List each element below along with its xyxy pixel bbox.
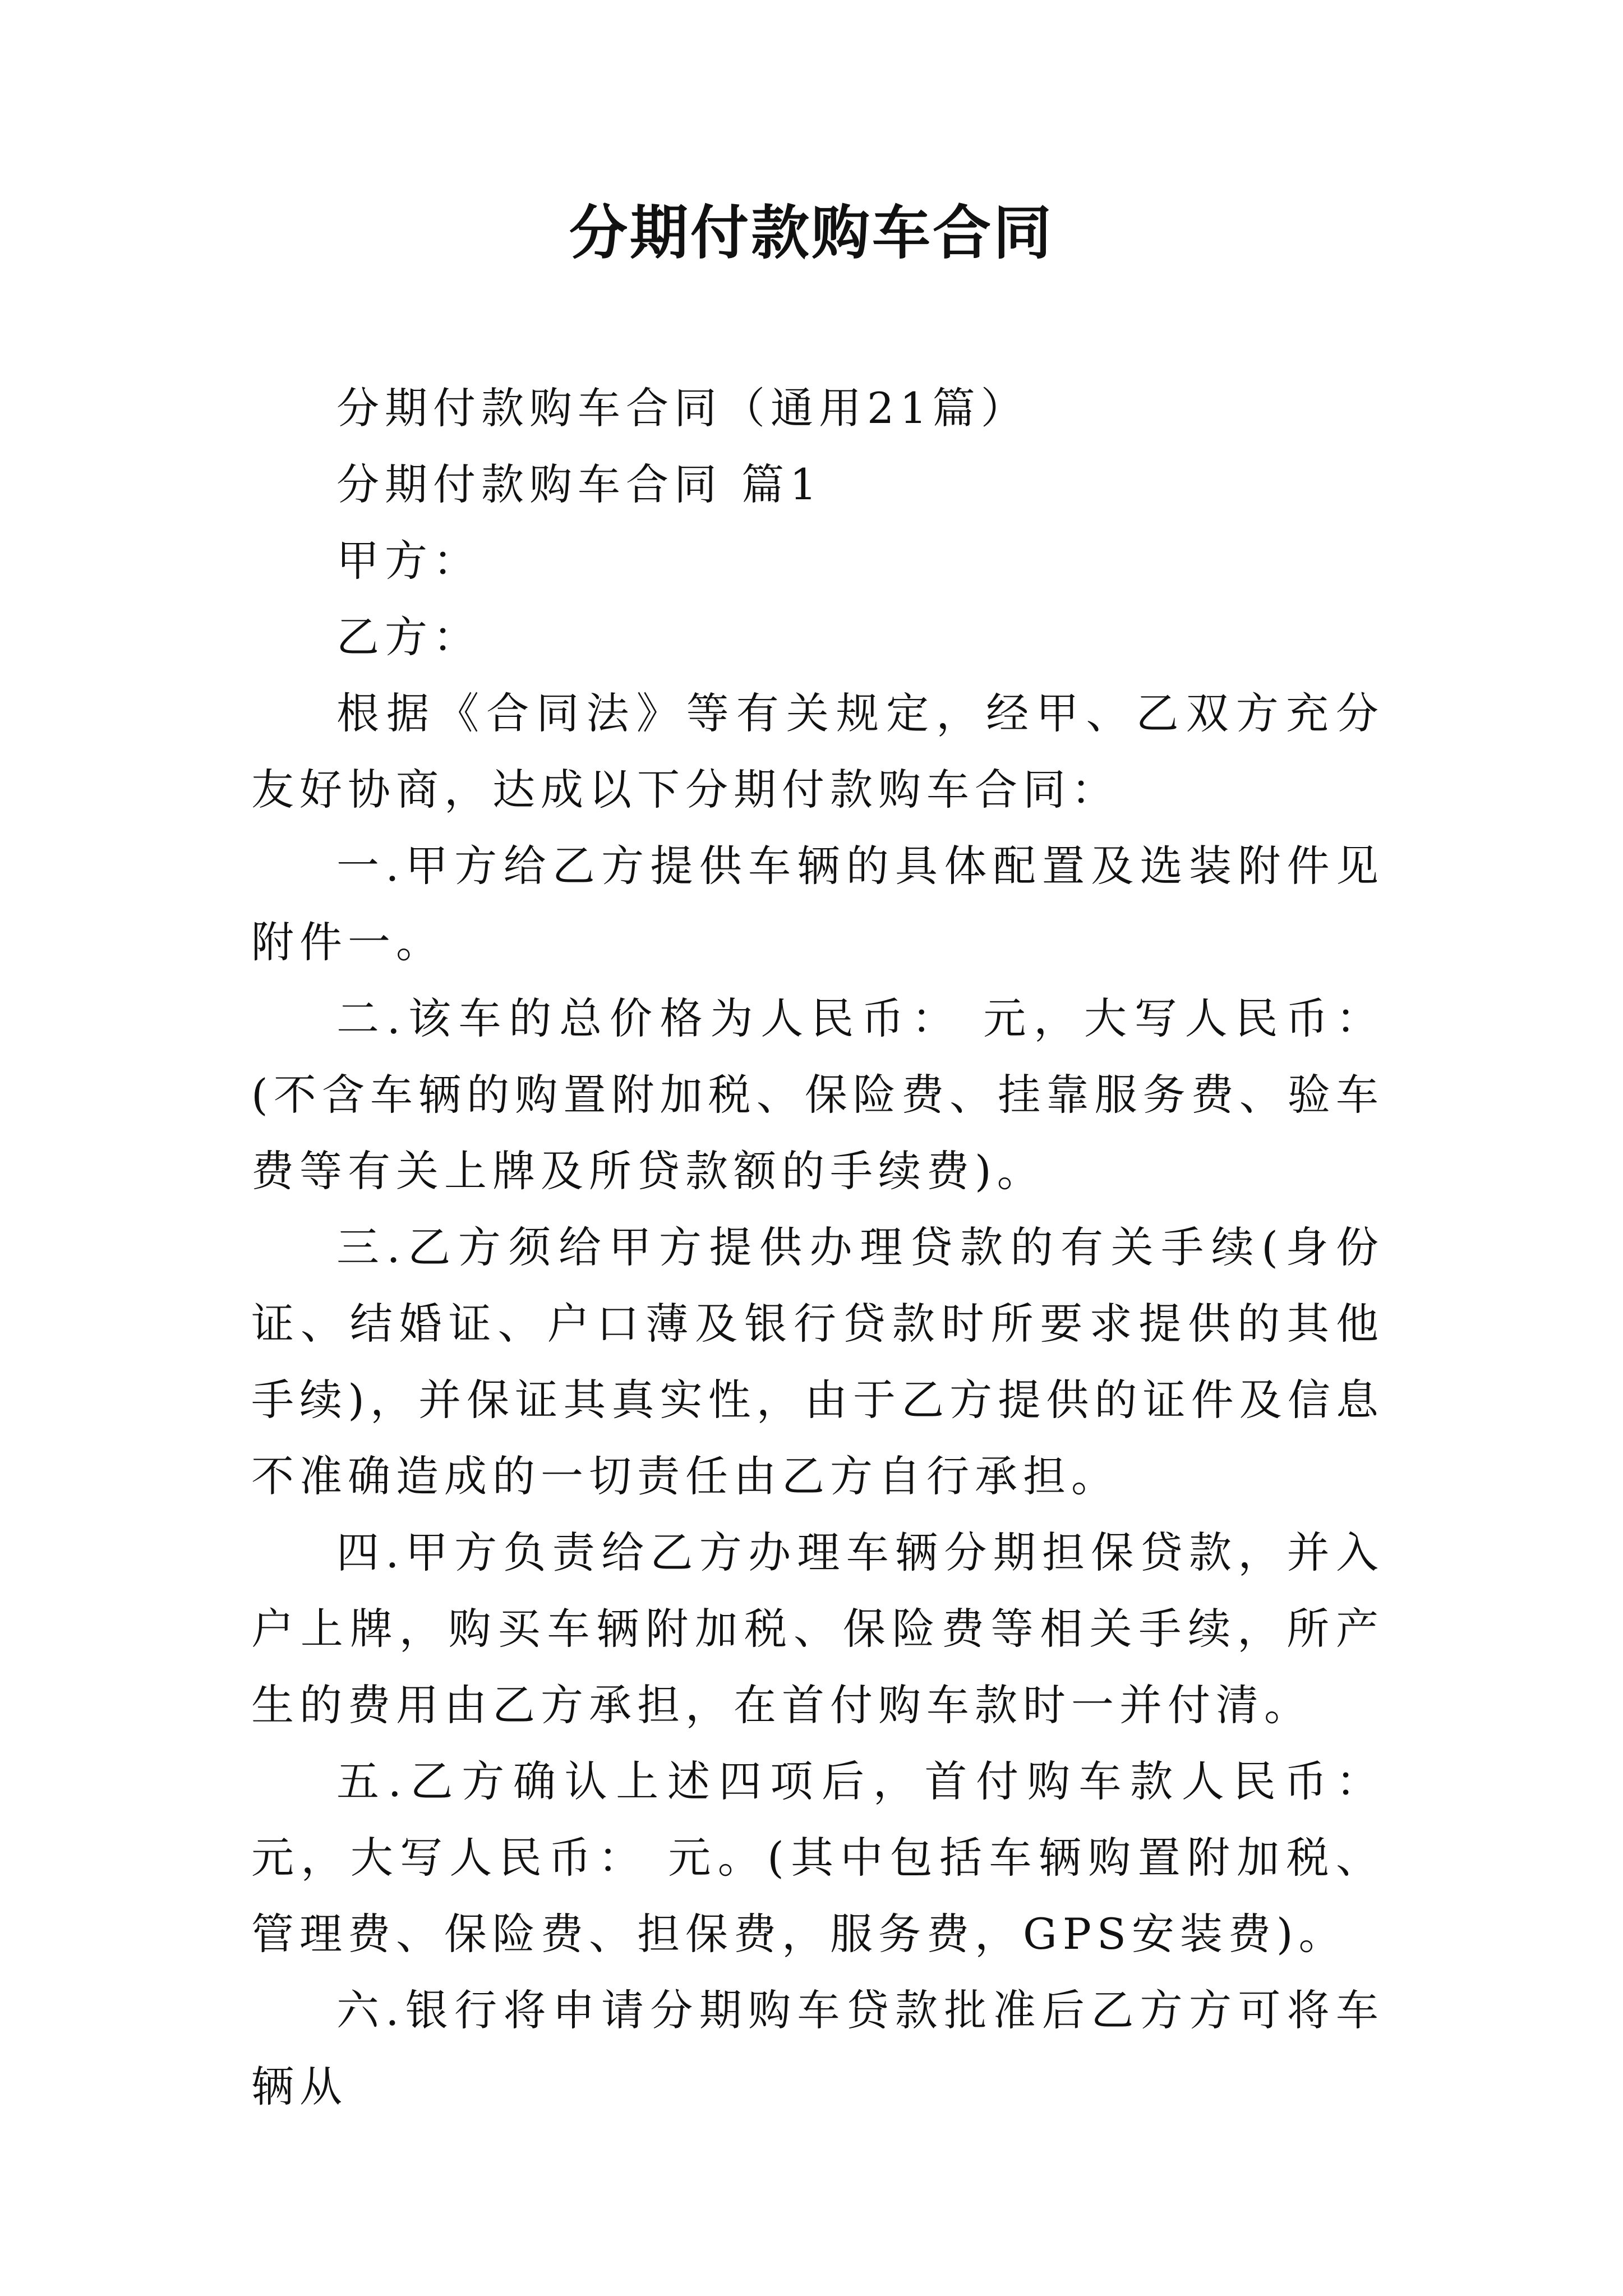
paragraph-clause-1: 一.甲方给乙方提供车辆的具体配置及选装附件见附件一。 <box>251 841 1384 967</box>
document-body <box>251 370 1384 2125</box>
document-title: 分期付款购车合同 <box>569 198 1054 267</box>
paragraph-clause-2: 二.该车的总价格为人民币： 元，大写人民币： (不含车辆的购置附加税、保险费、挂靠服务费、验车费等有关上牌及所贷款额的手续费)。 <box>251 993 1384 1196</box>
paragraph-preamble: 根据《合同法》等有关规定，经甲、乙双方充分友好协商，达成以下分期付款购车合同： <box>251 688 1384 815</box>
paragraph-party-b: 乙方： <box>336 612 481 662</box>
paragraph-clause-3: 三.乙方须给甲方提供办理贷款的有关手续(身份证、结婚证、户口薄及银行贷款时所要求提供的其他手续)，并保证其真实性，由于乙方提供的证件及信息不准确造成的一切责任由乙方自行承担。 <box>251 1222 1384 1501</box>
paragraph-collection-title: 分期付款购车合同（通用21篇） <box>336 383 1029 433</box>
paragraph-clause-6: 六.银行将申请分期购车贷款批准后乙方方可将车辆从 <box>251 1985 1384 2111</box>
paragraph-party-a: 甲方： <box>336 536 481 586</box>
paragraph-clause-5: 五.乙方确认上述四项后，首付购车款人民币： 元，大写人民币： 元。(其中包括车辆购置附加税、管理费、保险费、担保费，服务费，GPS安装费)。 <box>251 1756 1384 1959</box>
paragraph-section-heading: 分期付款购车合同 篇1 <box>336 459 823 509</box>
paragraph-clause-4: 四.甲方负责给乙方办理车辆分期担保贷款，并入户上牌，购买车辆附加税、保险费等相关手续，所产生的费用由乙方承担，在首付购车款时一并付清。 <box>251 1527 1384 1730</box>
